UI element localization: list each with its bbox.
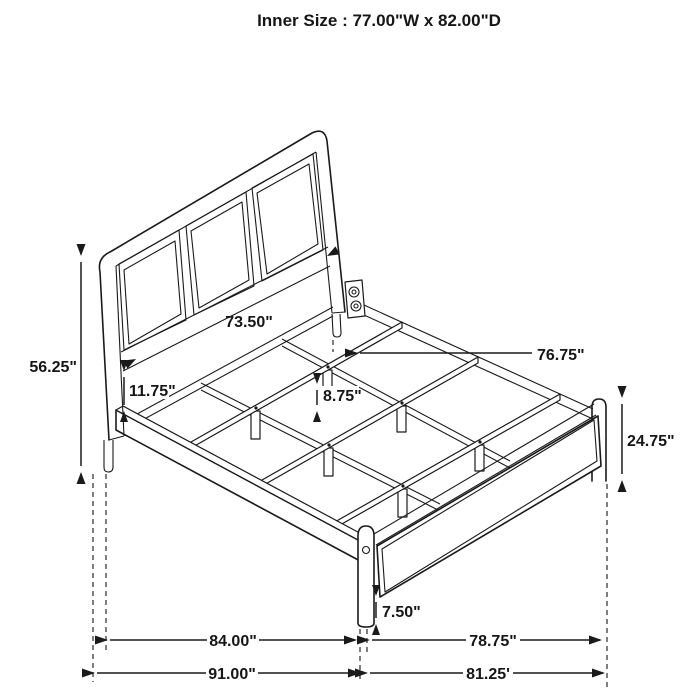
headboard-right-leg <box>332 314 341 337</box>
dim-label-footboard-width: 78.75" <box>469 633 517 650</box>
dim-label-overall-length: 91.00" <box>208 666 256 683</box>
headboard-panel-2 <box>186 192 254 315</box>
footboard-near-post <box>358 526 374 627</box>
dimension-headboard-inner-width <box>123 246 339 368</box>
diagram-title: Inner Size : 77.00"W x 82.00"D <box>257 11 501 30</box>
headboard-panel-1 <box>119 230 186 350</box>
headboard-bracket <box>345 280 365 318</box>
dim-label-inner-length: 84.00" <box>209 633 257 650</box>
dim-label-headboard-inner-width: 73.50" <box>225 314 273 331</box>
dim-label-panel-gap: 11.75" <box>129 383 176 400</box>
dimension-overall-length <box>82 663 361 683</box>
dimension-footboard-width <box>357 630 602 650</box>
footboard <box>358 399 606 627</box>
dim-label-footboard-height: 24.75" <box>627 433 675 450</box>
dimension-footboard-height <box>618 386 675 492</box>
bed-drawing <box>99 131 606 627</box>
dimension-overall-width <box>355 663 605 683</box>
dim-label-slat-width: 76.75" <box>537 347 585 364</box>
dim-label-slat-clearance: 8.75" <box>323 388 362 405</box>
dim-label-overall-width: 81.25' <box>466 666 510 683</box>
dimension-headboard-height <box>29 244 85 484</box>
dim-label-headboard-height: 56.25" <box>29 359 77 376</box>
dimension-slat-clearance <box>313 373 362 422</box>
headboard-left-leg <box>104 440 113 472</box>
dim-label-footboard-clearance: 7.50" <box>382 604 421 621</box>
dimension-inner-length <box>95 630 357 650</box>
headboard-panel-3 <box>252 154 323 281</box>
footboard-panel <box>377 416 601 597</box>
dimension-slat-width <box>345 347 585 364</box>
